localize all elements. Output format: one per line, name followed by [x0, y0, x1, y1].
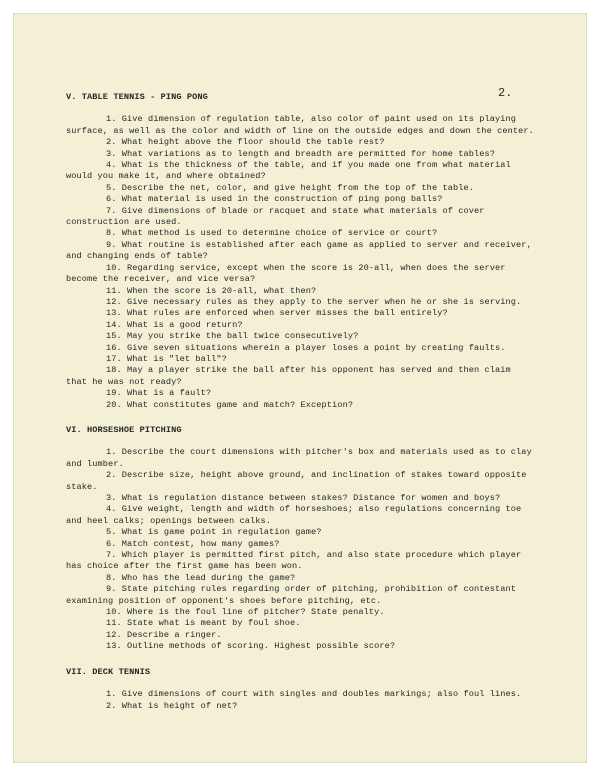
- page-number: 2.: [498, 86, 513, 100]
- question-item: 7. Give dimensions of blade or racquet and state what materials of cover construction are used.: [66, 205, 485, 228]
- question-item: 16. Give seven situations wherein a player loses a point by creating faults.: [106, 342, 506, 353]
- question-item: 10. Where is the foul line of pitcher? State penalty.: [106, 607, 385, 618]
- question-item: 9. State pitching rules regarding order of pitching, prohibition of contestant examining position of opponent's shoes before pitching, etc.: [66, 584, 517, 606]
- question-item: 1. Describe the court dimensions with pitcher's box and materials used as to clay and lumber.: [66, 447, 532, 469]
- question-item: 5. What is game point in regulation game?: [106, 527, 322, 538]
- question-item: 18. May a player strike the ball after his opponent has served and then claim that he was not ready?: [66, 365, 511, 387]
- question-item: 20. What constitutes game and match? Exception?: [106, 399, 354, 410]
- question-item: 1. Give dimensions of court with singles and doubles markings; also foul lines.: [106, 689, 522, 700]
- question-item: 11. State what is meant by foul shoe.: [106, 618, 301, 629]
- question-item: 15. May you strike the ball twice consecutively?: [106, 331, 359, 342]
- question-item: 8. What method is used to determine choice of service or court?: [106, 228, 438, 239]
- question-item: 12. Give necessary rules as they apply to the server when he or she is serving.: [106, 296, 522, 307]
- question-item: 5. Describe the net, color, and give height from the top of the table.: [106, 182, 474, 193]
- question-item: 2. Describe size, height above ground, and inclination of stakes toward opposite stake.: [66, 470, 527, 492]
- question-item: 17. What is "let ball"?: [106, 353, 227, 364]
- question-item: 19. What is a fault?: [106, 388, 212, 399]
- question-item: 11. When the score is 20-all, what then?: [106, 285, 317, 296]
- section-heading-deck-tennis: VII. DECK TENNIS: [66, 666, 151, 677]
- question-item: 4. What is the thickness of the table, and if you made one from what material would you make it, and where obtained?: [66, 160, 511, 182]
- question-item: 2. What is height of net?: [106, 700, 238, 711]
- question-item: 1. Give dimension of regulation table, also color of paint used on its playing surface, as well as the color and width of line on the outside edges and down the center.: [66, 114, 534, 136]
- question-item: 3. What is regulation distance between stakes? Distance for women and boys?: [106, 493, 501, 503]
- question-item: 13. Outline methods of scoring. Highest possible score?: [106, 641, 396, 652]
- question-item: 8. Who has the lead during the game?: [106, 572, 296, 583]
- question-item: 2. What height above the floor should the table rest?: [106, 137, 385, 148]
- question-item: 3. What variations as to length and breadth are permitted for home tables?: [106, 148, 496, 159]
- question-item: 7. Which player is permitted first pitch, and also state procedure which player has choice after the first game has been won.: [66, 550, 522, 572]
- question-item: 6. Match contest, how many games?: [106, 538, 280, 549]
- question-item: 12. Describe a ringer.: [106, 629, 222, 640]
- question-item: 6. What material is used in the construction of ping pong balls?: [106, 194, 443, 205]
- document-body: [66, 92, 536, 712]
- question-item: 10. Regarding service, except when the score is 20-all, when does the server become the receiver, and vice versa?: [66, 262, 506, 285]
- section-heading-table-tennis: V. TABLE TENNIS - PING PONG: [66, 92, 208, 102]
- question-item: 9. What routine is established after each game as applied to server and receiver, and changing ends of table?: [66, 239, 532, 262]
- section-heading-horseshoe: VI. HORSESHOE PITCHING: [66, 424, 182, 435]
- question-item: 13. What rules are enforced when server misses the ball entirely?: [106, 308, 448, 319]
- question-item: 4. Give weight, length and width of horseshoes; also regulations concerning toe and heel calks; openings between calks.: [66, 504, 522, 526]
- question-item: 14. What is a good return?: [106, 319, 243, 330]
